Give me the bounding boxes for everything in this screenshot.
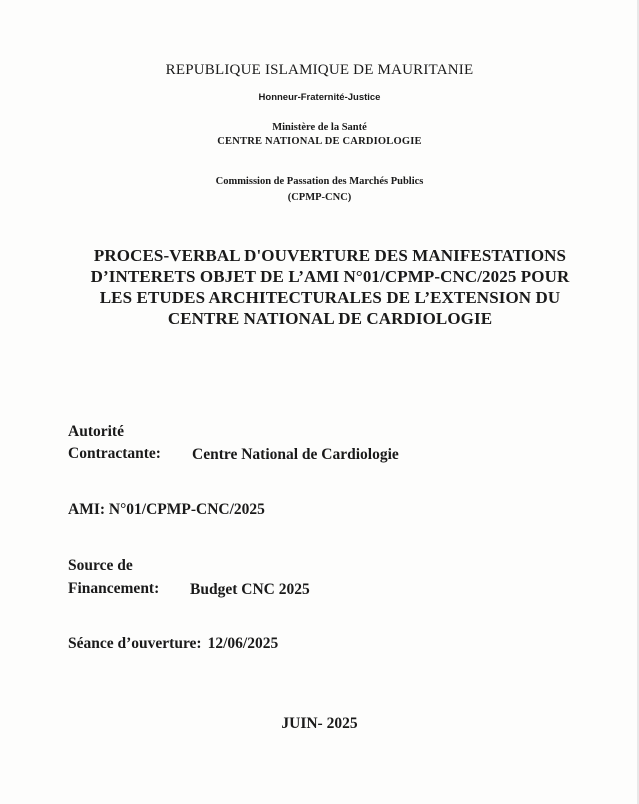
title-line: D’INTERETS OBJET DE L’AMI N°01/CPMP-CNC/2025 POUR <box>90 267 570 286</box>
funding-value: Budget CNC 2025 <box>190 581 310 598</box>
ministry-name: Ministère de la Santé <box>272 122 367 133</box>
national-motto: Honneur-Fraternité-Justice <box>258 92 381 103</box>
funding-label: Financement: <box>68 580 160 597</box>
document-date: JUIN- 2025 <box>281 715 358 732</box>
ami-reference: AMI: N°01/CPMP-CNC/2025 <box>68 501 265 518</box>
funding-label: Source de <box>68 557 133 574</box>
session-label: Séance d’ouverture: <box>68 635 202 652</box>
title-line: LES ETUDES ARCHITECTURALES DE L’EXTENSION DU <box>99 288 561 307</box>
republic-heading: REPUBLIQUE ISLAMIQUE DE MAURITANIE <box>165 62 474 78</box>
title-line: CENTRE NATIONAL DE CARDIOLOGIE <box>167 309 493 328</box>
session-date: 12/06/2025 <box>207 635 279 652</box>
document-title <box>60 245 600 329</box>
session-line <box>68 635 278 653</box>
centre-name: CENTRE NATIONAL DE CARDIOLOGIE <box>217 136 422 147</box>
commission-acronym: (CPMP-CNC) <box>287 192 352 203</box>
authority-label: Autorité <box>68 423 124 440</box>
commission-name: Commission de Passation des Marchés Publics <box>215 176 424 187</box>
title-line: PROCES-VERBAL D'OUVERTURE DES MANIFESTATIONS <box>93 246 567 265</box>
authority-label: Contractante: <box>68 445 161 462</box>
authority-value: Centre National de Cardiologie <box>192 446 399 463</box>
